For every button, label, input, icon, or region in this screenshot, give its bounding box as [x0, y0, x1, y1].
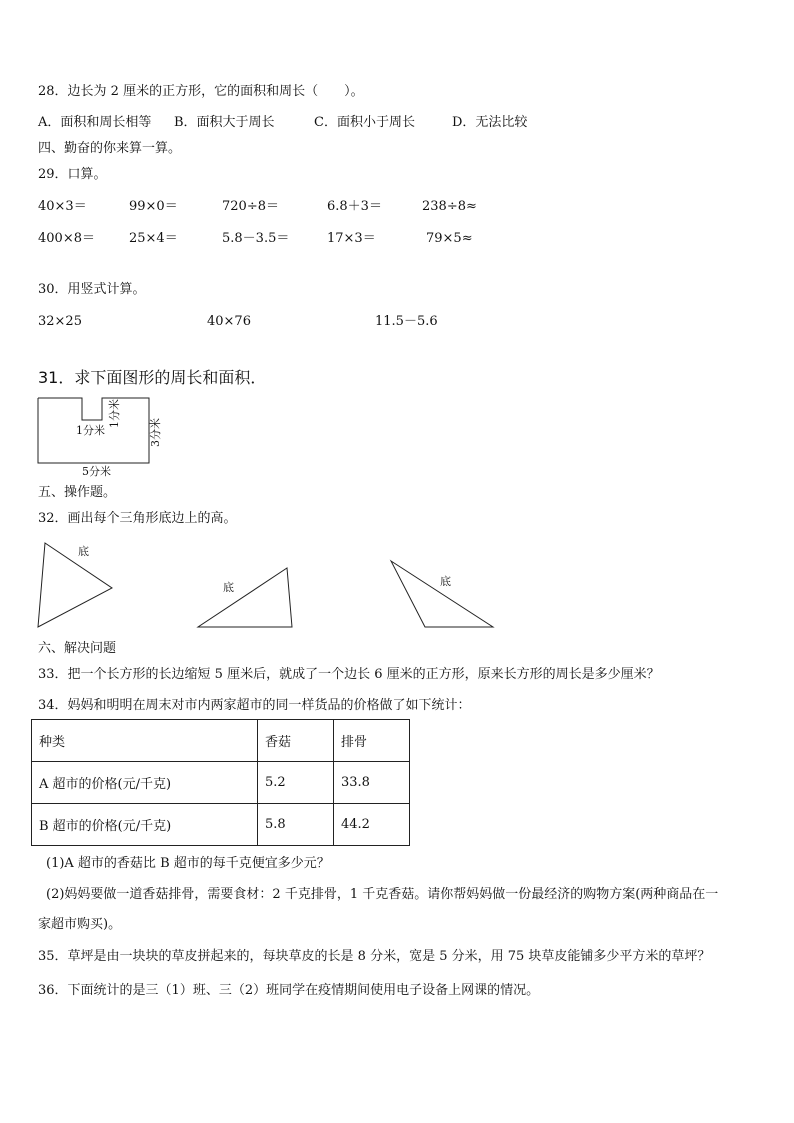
table-cell: 33.8	[334, 762, 410, 804]
q28-option-d: D．无法比较	[452, 115, 528, 130]
q31-label-notch-width: 1分米	[76, 424, 105, 437]
q32-triangle-3	[391, 561, 493, 627]
price-table	[31, 719, 410, 846]
table-header-cell: 排骨	[334, 720, 410, 762]
table-row	[32, 804, 410, 846]
q29-item: 238÷8≈	[422, 199, 477, 214]
q28-option-c: C．面积小于周长	[314, 115, 415, 130]
q31-label-base: 5分米	[82, 465, 111, 478]
q32-title: 32．画出每个三角形底边上的高。	[38, 511, 237, 526]
q32-base-label: 底	[78, 545, 89, 558]
q34-sub-question-2: (2)妈妈要做一道香菇排骨，需要食材：2 千克排骨，1 千克香菇。请你帮妈妈做一份最经济的购物方案(两种商品在一	[46, 887, 719, 902]
q34-title: 34．妈妈和明明在周末对市内两家超市的同一样货品的价格做了如下统计：	[38, 698, 471, 713]
q34-sub-question-1: (1)A 超市的香菇比 B 超市的每千克便宜多少元？	[46, 856, 330, 871]
table-cell: 44.2	[334, 804, 410, 846]
q30-title: 30．用竖式计算。	[38, 282, 146, 297]
table-cell: 5.2	[258, 762, 334, 804]
section-heading-5: 五、操作题。	[38, 485, 117, 500]
q28-stem: 28．边长为 2 厘米的正方形，它的面积和周长（ ）。	[38, 84, 364, 99]
q32-base-label: 底	[440, 575, 451, 588]
q32-base-label: 底	[223, 581, 234, 594]
q29-item: 25×4＝	[129, 231, 178, 246]
q30-item: 40×76	[207, 314, 251, 329]
table-cell: B 超市的价格(元/千克)	[32, 804, 258, 846]
q32-triangle-1	[38, 543, 112, 627]
table-row	[32, 762, 410, 804]
q29-item: 400×8＝	[38, 231, 95, 246]
q33-text: 33．把一个长方形的长边缩短 5 厘米后，就成了一个边长 6 厘米的正方形，原来长方形的周长是多少厘米？	[38, 667, 660, 682]
q29-item: 6.8＋3＝	[327, 199, 382, 214]
q36-text: 36．下面统计的是三（1）班、三（2）班同学在疫情期间使用电子设备上网课的情况。	[38, 983, 540, 998]
table-header-cell: 香菇	[258, 720, 334, 762]
q29-item: 79×5≈	[426, 231, 473, 246]
table-header-cell: 种类	[32, 720, 258, 762]
q29-item: 17×3＝	[327, 231, 376, 246]
q29-item: 5.8－3.5＝	[222, 231, 290, 246]
q30-item: 32×25	[38, 314, 82, 329]
section-heading-6: 六、解决问题	[38, 641, 117, 656]
q31-label-height: 3分米	[149, 418, 162, 447]
q31-title: 31．求下面图形的周长和面积．	[38, 368, 267, 387]
q32-triangle-2	[198, 568, 292, 627]
section-heading-4: 四、勤奋的你来算一算。	[38, 141, 182, 156]
table-cell: A 超市的价格(元/千克)	[32, 762, 258, 804]
q29-item: 99×0＝	[129, 199, 178, 214]
q31-label-notch-depth: 1分米	[108, 399, 121, 428]
q28-option-a: A．面积和周长相等	[38, 115, 152, 130]
q28-option-b: B．面积大于周长	[174, 115, 275, 130]
q31-notched-rectangle	[38, 398, 162, 478]
q29-item: 720÷8＝	[222, 199, 279, 214]
q34-sub-question-2-cont: 家超市购买)。	[38, 917, 122, 932]
table-cell: 5.8	[258, 804, 334, 846]
q29-item: 40×3＝	[38, 199, 87, 214]
q35-text: 35．草坪是由一块块的草皮拼起来的，每块草皮的长是 8 分米，宽是 5 分米，用 75 块草皮能铺多少平方米的草坪？	[38, 949, 711, 964]
q30-item: 11.5－5.6	[375, 314, 438, 329]
q29-title: 29．口算。	[38, 167, 107, 182]
table-header-row	[32, 720, 410, 762]
